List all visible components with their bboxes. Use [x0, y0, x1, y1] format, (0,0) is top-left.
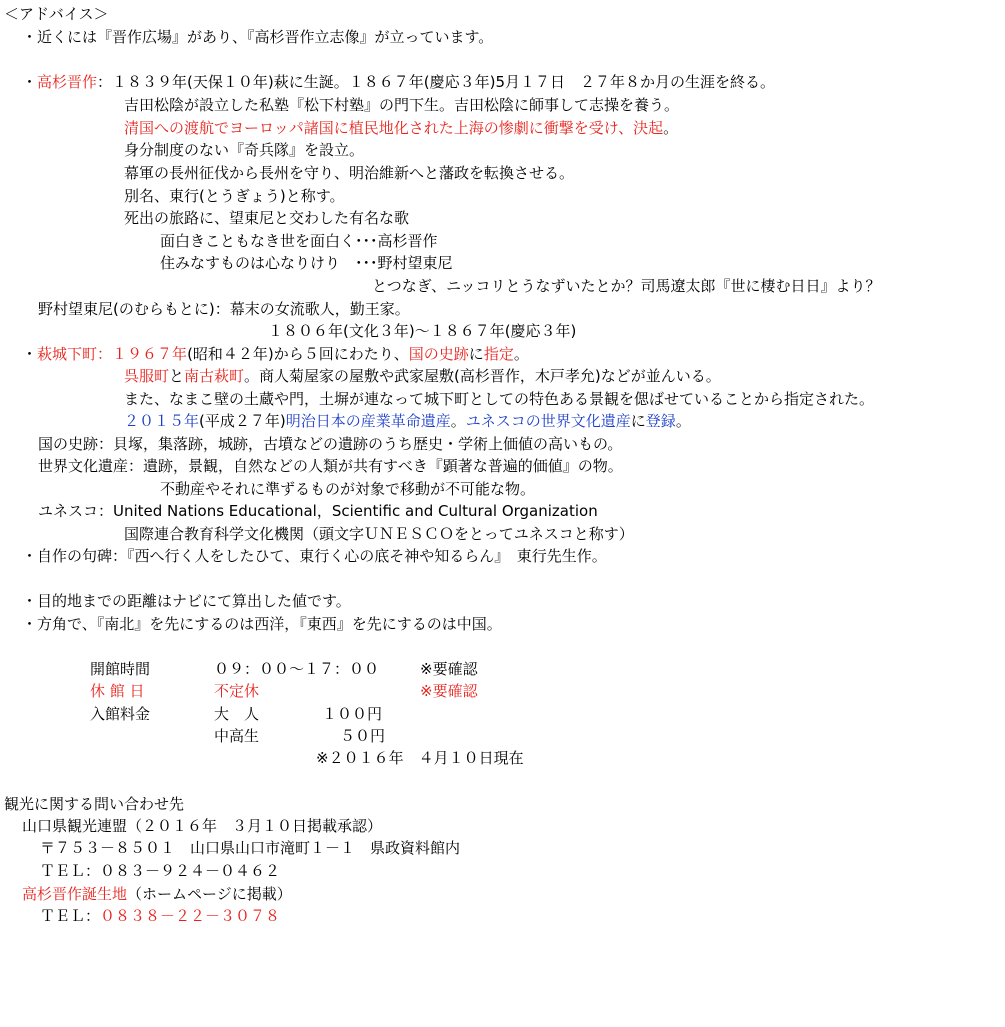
closed-note: ※要確認 [420, 682, 478, 700]
hours-note: ※要確認 [420, 660, 478, 678]
contact-org: 山口県観光連盟（２０１６年 ３月１０日掲載承認） [22, 817, 383, 835]
contact-heading: 観光に関する問い合わせ先 [4, 795, 185, 813]
bullet: ・ [22, 73, 38, 91]
takasugi-shanghai: 清国への渡航でヨーロッパ諸国に植民地化された上海の惨劇に衝撃を受け、決起 [124, 119, 664, 137]
nomura-line-1: 野村望東尼(のむらもとに)：幕末の女流歌人，勤王家。 [38, 300, 410, 318]
adult-label: 大 人 [214, 705, 260, 723]
contact-site [22, 884, 292, 904]
takasugi-line-5: 幕軍の長州征伐から長州を守り、明治維新へと藩政を転換させる。 [124, 164, 575, 182]
note-direction: ・方角で、『南北』を先にするのは西洋，『東西』を先にするのは中国。 [22, 615, 502, 633]
advice-heading: ＜アドバイス＞ [4, 5, 109, 23]
closed-value: 不定休 [214, 682, 260, 700]
advice-intro: ・近くには『晋作広場』があり、『高杉晋作立志像』が立っています。 [22, 28, 494, 46]
takasugi-line-2: 吉田松陰が設立した私塾『松下村塾』の門下生。吉田松陰に師事して志操を養う。 [124, 96, 680, 114]
nomura-line-2: １８０６年(文化３年)～１８６７年(慶応３年) [268, 322, 577, 340]
note-distance: ・目的地までの距離はナビにて算出した値です。 [22, 592, 351, 610]
site-note: （ホームページに掲載） [127, 885, 292, 903]
def-isan-1: 世界文化遺産：遺跡，景観，自然などの人類が共有すべき『顕著な普遍的価値』の物。 [38, 457, 623, 475]
fee-label: 入館料金 [90, 705, 151, 723]
hours-value: ０９：００～１７：００ [214, 660, 380, 678]
def-unesco-1: ユネスコ：United Nations Educational，Scientific and Cultural Organization [38, 502, 598, 520]
takasugi-line-6: 別名、東行(とうぎょう)と称す。 [124, 187, 345, 205]
site-name: 高杉晋作誕生地 [22, 885, 128, 903]
hagi-line-4: ２０１５年(平成２７年)明治日本の産業革命遺産。ユネスコの世界文化遺産に登録。 [124, 412, 691, 430]
as-of-date: ※２０１６年 ４月１０日現在 [316, 749, 524, 767]
takasugi-name: 高杉晋作 [37, 73, 98, 91]
def-unesco-2: 国際連合教育科学文化機関（頭文字ＵＮＥＳＣＯをとってユネスコと称す） [124, 525, 634, 543]
contact-tel-2: ＴＥＬ：０８３８－２２－３０７８ [40, 907, 281, 925]
poem-line-2: 住みなすものは心なりけり ･･･野村望東尼 [160, 254, 453, 272]
student-label: 中高生 [214, 727, 260, 745]
takasugi-line-4: 身分制度のない『奇兵隊』を設立。 [124, 141, 365, 159]
poem-line-3: とつなぎ、ニッコリとうなずいたとか？司馬遼太郎『世に棲む日日』より？ [372, 277, 881, 295]
hagi-name: 萩城下町 [37, 345, 98, 363]
separator: ： [97, 73, 113, 91]
takasugi-line-7: 死出の旅路に、望東尼と交わした有名な歌 [124, 209, 410, 227]
def-shiseki: 国の史跡：貝塚，集落跡，城跡，古墳などの遺跡のうち歴史・学術上価値の高いもの。 [38, 435, 623, 453]
contact-address: 〒７５３－８５０１ 山口県山口市滝町１－１ 県政資料館内 [40, 839, 461, 857]
poem-line-1: 面白きこともなき世を面白く･･･高杉晋作 [160, 232, 438, 250]
takasugi-birth-death: １８３９年(天保１０年)萩に生誕。１８６７年(慶応３年)5月１７日 ２７年８か月の生涯を終る。 [112, 73, 776, 91]
takasugi-line-3: 清国への渡航でヨーロッパ諸国に植民地化された上海の惨劇に衝撃を受け、決起。 [124, 119, 679, 137]
closed-label: 休 館 日 [90, 682, 145, 700]
hagi-line-2: 呉服町と南古萩町。商人菊屋家の屋敷や武家屋敷(高杉晋作，木戸孝允)などが並んいる。 [124, 367, 721, 385]
hagi-line-1: ・萩城下町：１９６７年(昭和４２年)から５回にわたり、国の史跡に指定。 [22, 345, 529, 363]
student-value: ５０円 [340, 727, 386, 745]
adult-value: １００円 [322, 705, 383, 723]
hours-label: 開館時間 [90, 660, 151, 678]
def-isan-2: 不動産やそれに準ずるものが対象で移動が不可能な物。 [160, 480, 536, 498]
hagi-line-3: また、なまこ壁の土蔵や門，土塀が連なって城下町としての特色ある景観を偲ばせていることから指定された。 [124, 390, 875, 408]
tel-2-number: ０８３８－２２－３０７８ [100, 907, 281, 925]
kuhi-line: ・自作の句碑：『西へ行く人をしたひて、東行く心の底そ神や知るらん』 東行先生作。 [22, 547, 607, 565]
takasugi-line-1 [22, 72, 775, 92]
contact-tel-1: ＴＥＬ：０８３－９２４－０４６２ [40, 862, 281, 880]
